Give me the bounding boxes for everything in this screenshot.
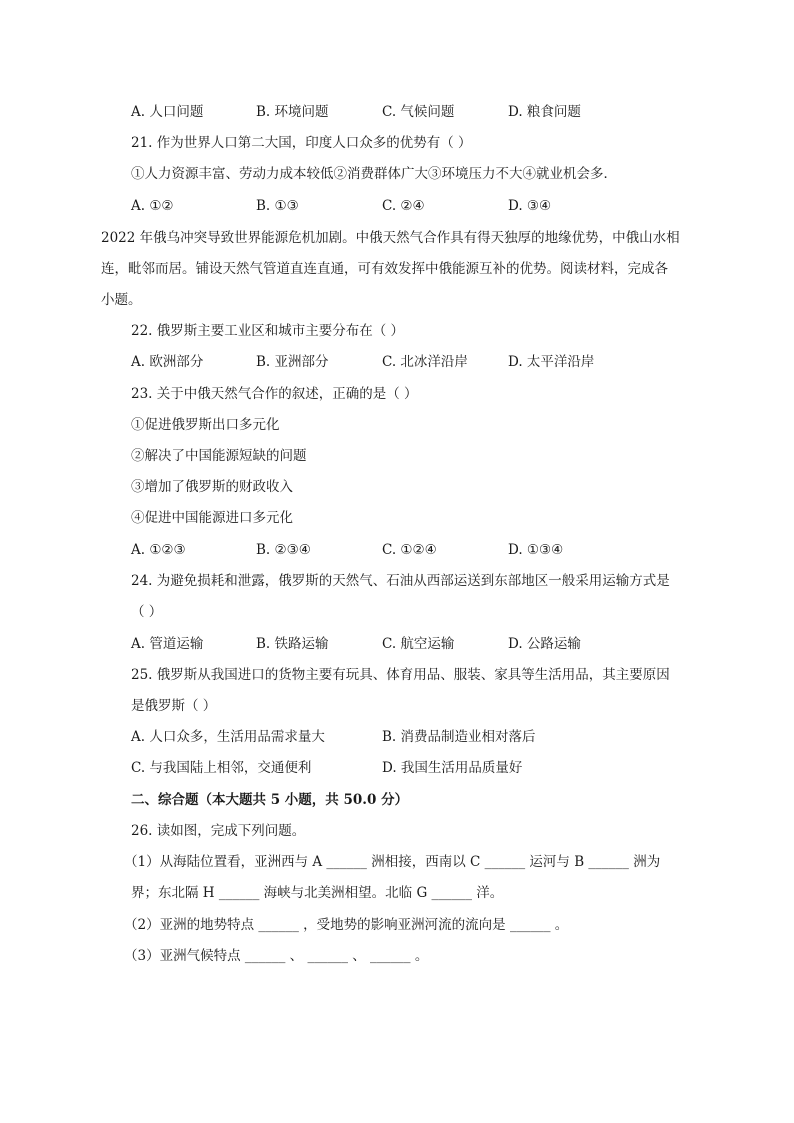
q25-stem-continued: 是俄罗斯（ ） [131,698,217,714]
q25-option-b[interactable]: B. 消费品制造业相对落后 [382,729,536,745]
q23-option-b[interactable]: B. ②③④ [256,542,311,558]
q22-option-a[interactable]: A. 欧洲部分 [131,354,204,370]
q20-option-a[interactable]: A. 人口问题 [131,104,204,120]
q23-item: ③增加了俄罗斯的财政收入 [131,479,293,495]
material-line: 连，毗邻而居。铺设天然气管道直连直通，可有效发挥中俄能源互补的优势。阅读材料，完成各 [101,261,668,277]
material-line: 小题。 [101,292,142,308]
q21-option-d[interactable]: D. ③④ [508,198,552,214]
q26-part1: （1）从海陆位置看，亚洲西与 A ______ 洲相接，西南以 C ______ 运河与 B ______ 洲为 [124,854,661,870]
q22-option-d[interactable]: D. 太平洋沿岸 [508,354,595,370]
q24-option-c[interactable]: C. 航空运输 [382,636,455,652]
q20-option-d[interactable]: D. 粮食问题 [508,104,581,120]
q26-part3: （3）亚洲气候特点 ______ 、 ______ 、 ______ 。 [124,948,429,964]
q25-stem: 25. 俄罗斯从我国进口的货物主要有玩具、体育用品、服装、家具等生活用品，其主要原因 [131,667,670,683]
q21-stem: 21. 作为世界人口第二大国，印度人口众多的优势有（ ） [131,135,472,151]
q23-option-a[interactable]: A. ①②③ [131,542,186,558]
section-title: 二、综合题（本大题共 5 小题，共 50.0 分） [131,792,409,808]
q24-stem-continued: （ ） [131,604,163,620]
q25-option-d[interactable]: D. 我国生活用品质量好 [382,760,523,776]
q20-option-b[interactable]: B. 环境问题 [256,104,329,120]
q23-item: ②解决了中国能源短缺的问题 [131,448,307,464]
q23-stem: 23. 关于中俄天然气合作的叙述，正确的是（ ） [131,386,418,402]
q24-option-d[interactable]: D. 公路运输 [508,636,581,652]
q26-part2: （2）亚洲的地势特点 ______ ，受地势的影响亚洲河流的流向是 ______ 。 [124,917,569,933]
q23-option-c[interactable]: C. ①②④ [382,542,437,558]
q22-stem: 22. 俄罗斯主要工业区和城市主要分布在（ ） [131,323,405,339]
q21-items: ①人力资源丰富、劳动力成本较低②消费群体广大③环境压力不大④就业机会多． [131,166,617,182]
q21-option-b[interactable]: B. ①③ [256,198,299,214]
q22-option-c[interactable]: C. 北冰洋沿岸 [382,354,468,370]
q25-option-c[interactable]: C. 与我国陆上相邻，交通便利 [131,760,312,776]
q23-item: ①促进俄罗斯出口多元化 [131,417,280,433]
q24-option-a[interactable]: A. 管道运输 [131,636,204,652]
q24-option-b[interactable]: B. 铁路运输 [256,636,329,652]
q26-stem: 26. 读如图，完成下列问题。 [131,823,306,839]
q20-option-c[interactable]: C. 气候问题 [382,104,455,120]
q24-stem: 24. 为避免损耗和泄露，俄罗斯的天然气、石油从西部运送到东部地区一般采用运输方式是 [131,573,670,589]
q22-option-b[interactable]: B. 亚洲部分 [256,354,329,370]
q25-option-a[interactable]: A. 人口众多，生活用品需求量大 [131,729,325,745]
material-line: 2022 年俄乌冲突导致世界能源危机加剧。中俄天然气合作具有得天独厚的地缘优势，中俄山水相 [101,230,680,246]
q21-option-a[interactable]: A. ①② [131,198,174,214]
q23-item: ④促进中国能源进口多元化 [131,510,293,526]
q26-part1-continued: 界；东北隔 H ______ 海峡与北美洲相望。北临 G ______ 洋。 [131,885,504,901]
q21-option-c[interactable]: C. ②④ [382,198,425,214]
q23-option-d[interactable]: D. ①③④ [508,542,564,558]
